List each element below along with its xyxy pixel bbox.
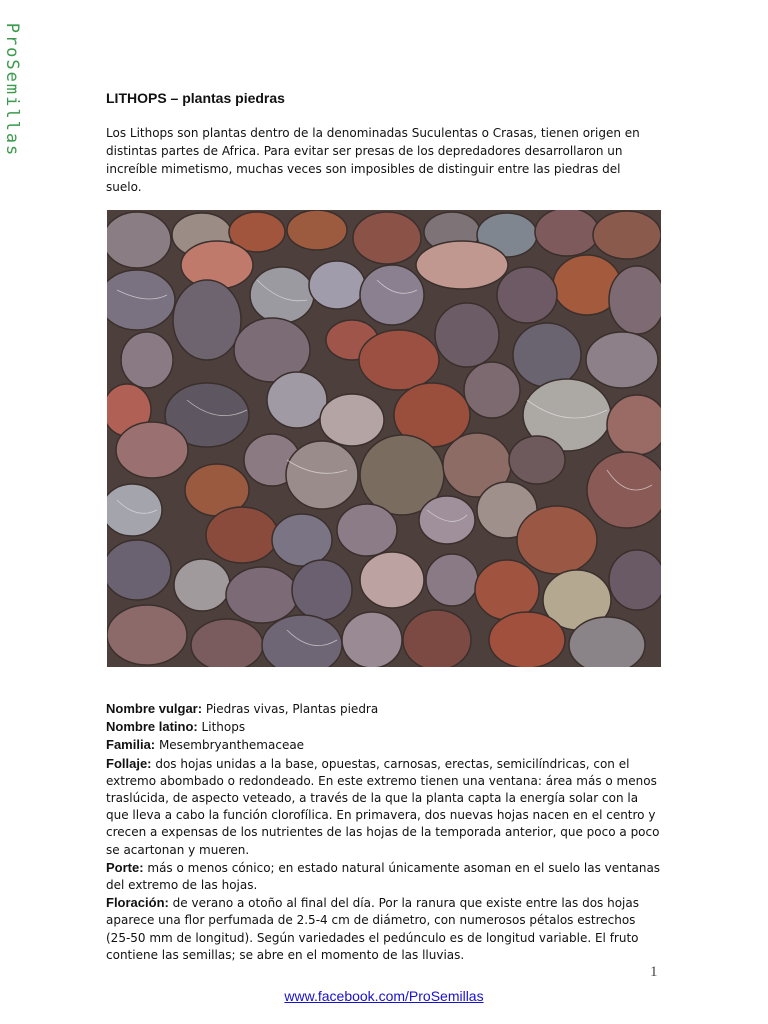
fact-label: Floración: [106, 895, 169, 911]
intro-paragraph: Los Lithops son plantas dentro de la denominadas Suculentas o Crasas, tienen origen en distintas partes de Africa. Para evitar ser presas de los depredadores desarrollaron un increíble mimetismo, muchas veces son imposibles de distinguir entre las piedras del suelo. [106, 126, 640, 194]
fact-label: Familia: [106, 737, 156, 753]
fact-text: Piedras vivas, Plantas piedra [202, 702, 379, 716]
document-title: LITHOPS – plantas piedras [106, 90, 285, 106]
fact-familia [106, 736, 662, 754]
fact-text: Mesembryanthemaceae [155, 738, 305, 753]
fact-nombre-latino [106, 718, 662, 736]
page-number: 1 [650, 964, 658, 980]
fact-label: Nombre vulgar: [106, 701, 203, 716]
fact-text: de verano a otoño al final del día. Por la ranura que existe entre las dos hojas aparece una flor perfumada de 2.5-4 cm de diámetro, con numerosos pétalos estrechos (25-50 mm de longitud). Según variedades el pedúnculo es de longitud variable. El fruto contiene las semillas; se abre en el momento de las lluvias. [106, 896, 639, 962]
fact-label: Follaje: [106, 755, 152, 771]
stones-illustration [107, 210, 661, 667]
plant-facts [106, 700, 662, 964]
prosemillas-watermark: ProSemillas [2, 22, 22, 158]
fact-label: Porte: [106, 859, 144, 875]
fact-follaje [106, 755, 662, 859]
fact-text: más o menos cónico; en estado natural únicamente asoman en el suelo las ventanas del extremo de las hojas. [106, 860, 661, 893]
fact-floracion [106, 894, 662, 964]
fact-nombre-vulgar [106, 700, 662, 718]
fact-text: Lithops [197, 720, 246, 735]
fact-label: Nombre latino: [106, 719, 198, 735]
fact-porte [106, 859, 662, 894]
facebook-link[interactable]: www.facebook.com/ProSemillas [284, 988, 484, 1004]
lithops-photo [107, 210, 661, 667]
fact-text: dos hojas unidas a la base, opuestas, carnosas, erectas, semicilíndricas, con el extremo abombado o redondeado. En este extremo tienen una ventana: área más o menos traslúcida, de aspecto veteado, a través de la que la planta capta la energía solar con la que lleva a cabo la función clorofílica. En primavera, dos nuevas hojas nacen en el centro y crecen a expensas de los nutrientes de las hojas de la temporada anterior, que poco a poco se acartonan y mueren. [106, 756, 660, 857]
